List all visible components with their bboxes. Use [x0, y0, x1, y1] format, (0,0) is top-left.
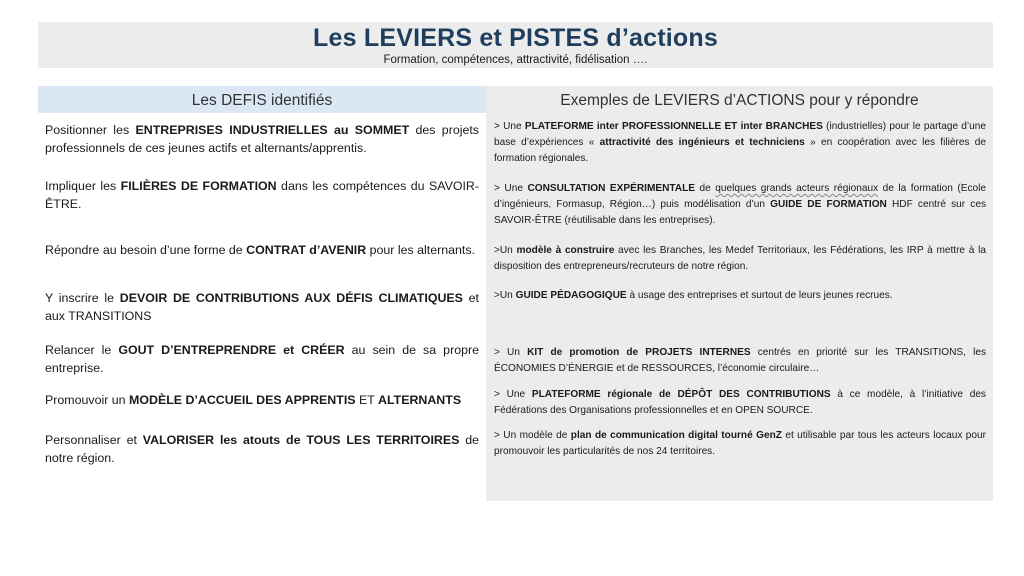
challenge-2: Impliquer les FILIÈRES DE FORMATION dans les compétences du SAVOIR-ÊTRE. — [45, 179, 479, 211]
slide-subtitle: Formation, compétences, attractivité, fidélisation …. — [383, 54, 648, 66]
challenge-1: Positionner les ENTREPRISES INDUSTRIELLES au SOMMET des projets professionnels de ces jeunes actifs et alternants/apprentis. — [45, 123, 479, 155]
challenge-3: Répondre au besoin d’une forme de CONTRAT d’AVENIR pour les alternants. — [45, 243, 475, 257]
lever-1: > Une PLATEFORME inter PROFESSIONNELLE ET inter BRANCHES (industrielles) pour le partage d’une base d’expériences « attractivité des ingénieurs et techniciens » en coopération avec les filières de formation régionales. — [494, 121, 986, 164]
title-band — [38, 22, 993, 68]
lever-3: >Un modèle à construire avec les Branches, les Medef Territoriaux, les Fédérations, les IRP à mettre à la disposition des entrepreneurs/recruteurs de notre région. — [494, 245, 986, 272]
lever-4: >Un GUIDE PÉDAGOGIQUE à usage des entreprises et surtout de leurs jeunes recrues. — [494, 290, 893, 301]
challenge-7: Personnaliser et VALORISER les atouts de TOUS LES TERRITOIRES de notre région. — [45, 433, 479, 465]
slide-title: Les LEVIERS et PISTES d’actions — [313, 24, 718, 52]
challenge-4: Y inscrire le DEVOIR DE CONTRIBUTIONS AUX DÉFIS CLIMATIQUES et aux TRANSITIONS — [45, 291, 479, 323]
lever-7: > Un modèle de plan de communication digital tourné GenZ et utilisable par tous les acteurs locaux pour promouvoir les particularités de nos 24 territoires. — [494, 430, 986, 457]
lever-6: > Une PLATEFORME régionale de DÉPÔT DES CONTRIBUTIONS à ce modèle, à l’initiative des Fédérations des Organisations professionnelles et en OPEN SOURCE. — [494, 389, 986, 416]
levers-column-header: Exemples de LEVIERS d’ACTIONS pour y répondre — [486, 86, 993, 113]
challenge-6: Promouvoir un MODÈLE D’ACCUEIL DES APPRENTIS ET ALTERNANTS — [45, 393, 462, 407]
lever-2: > Une CONSULTATION EXPÉRIMENTALE de quelques grands acteurs régionaux de la formation (Ecole d’ingénieurs, Formasup, Région…) puis modélisation d’un GUIDE DE FORMATION HDF centré sur ces SAVOIR-ÊTRE (réutilisable dans les entreprises). — [494, 183, 987, 226]
challenges-column-header: Les DEFIS identifiés — [38, 86, 486, 113]
challenge-5: Relancer le GOUT D’ENTREPRENDRE et CRÉER au sein de sa propre entreprise. — [45, 343, 479, 375]
lever-5: > Un KIT de promotion de PROJETS INTERNES centrés en priorité sur les TRANSITIONS, les ÉCONOMIES D’ÉNERGIE et de RESSOURCES, l’économie circulaire… — [494, 347, 986, 374]
